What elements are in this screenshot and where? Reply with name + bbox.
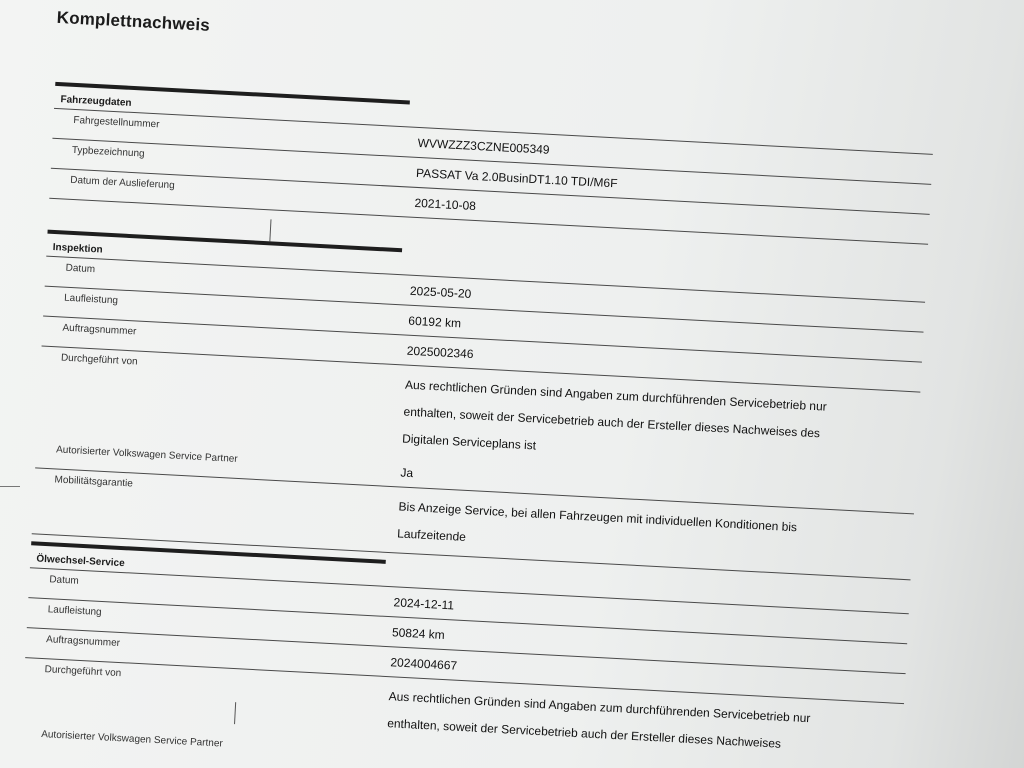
row-value: 2025002346	[406, 343, 474, 362]
column-tick	[269, 219, 271, 241]
row-value: Ja	[400, 465, 414, 481]
row-label: Mobilitätsgarantie	[54, 474, 134, 490]
section-inspektion	[32, 230, 927, 581]
row-label: Auftragsnummer	[45, 634, 121, 650]
section-heading: Inspektion	[52, 241, 103, 256]
row-value: 2025-05-20	[409, 283, 472, 301]
section-heading: Fahrzeugdaten	[60, 94, 132, 109]
row-label: Datum	[65, 262, 96, 276]
row-label: Laufleistung	[63, 292, 119, 307]
row-value: 50824 km	[391, 625, 446, 643]
row-value: Aus rechtlichen Gründen sind Angaben zum durchführenden Servicebetrieb nur enthalten, soweit der Servicebetrieb auch der Ersteller dieses Nachweises des Digitalen Serviceplans ist	[401, 377, 828, 453]
row-value: Aus rechtlichen Gründen sind Angaben zum durchführenden Servicebetrieb nur enthalten, soweit der Servicebetrieb auch der Ersteller dieses Nachweises	[386, 689, 811, 751]
section-heading: Ölwechsel-Service	[36, 553, 125, 570]
document-title: Komplettnachweis	[56, 7, 211, 35]
row-value: 2024-12-11	[393, 595, 455, 613]
section-fahrzeugdaten	[49, 82, 934, 245]
row-value: 60192 km	[408, 313, 462, 331]
row-value: WVWZZZ3CZNE005349	[417, 135, 550, 157]
row-label: Durchgeführt von	[60, 352, 138, 368]
row-label: Durchgeführt von	[44, 664, 122, 680]
row-value: 2021-10-08	[414, 195, 477, 214]
row-value: 2024004667	[390, 655, 458, 673]
row-label: Typbezeichnung	[71, 144, 145, 160]
row-label: Autorisierter Volkswagen Service Partner	[40, 729, 224, 750]
section-oelwechsel	[21, 541, 910, 768]
row-label: Datum der Auslieferung	[69, 174, 175, 192]
row-label: Datum	[49, 574, 80, 587]
row-value: PASSAT Va 2.0BusinDT1.10 TDI/M6F	[415, 165, 618, 191]
row-label: Auftragsnummer	[62, 322, 137, 338]
row-label: Laufleistung	[47, 604, 102, 619]
row-value: Bis Anzeige Service, bei allen Fahrzeugen mit individuellen Konditionen bis Laufzeitende	[396, 499, 798, 544]
row-label: Autorisierter Volkswagen Service Partner	[55, 444, 238, 465]
row-label: Fahrgestellnummer	[73, 114, 160, 131]
